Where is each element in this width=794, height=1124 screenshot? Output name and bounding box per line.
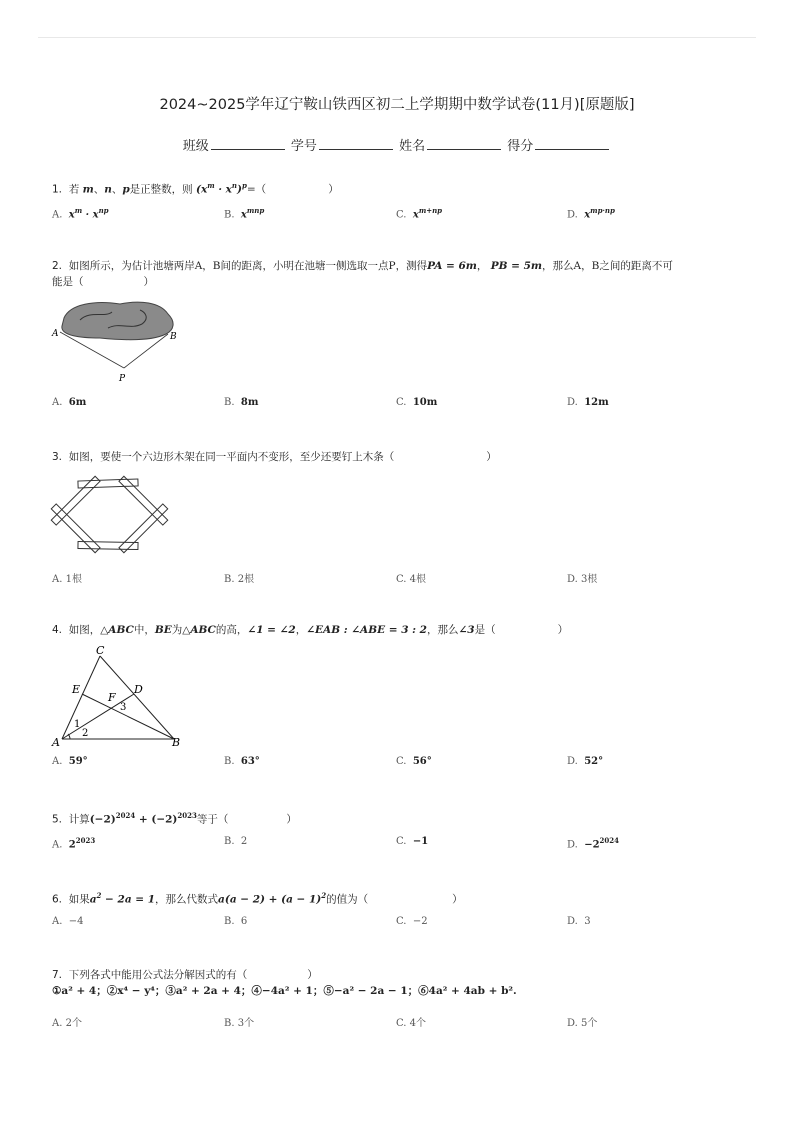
question-4: 4. 如图，△ABC中，BE为△ABC的高，∠1 = ∠2，∠EAB : ∠ABE = 3 : 2，那么∠3是（ ）	[52, 624, 569, 636]
wood-strip-upper-left	[51, 476, 100, 525]
q2-option-d[interactable]: D. 12m	[567, 397, 609, 408]
angle-2-label: 2	[82, 728, 89, 739]
angle-3-label: 3	[120, 702, 127, 713]
triangle-abc-figure	[50, 642, 185, 748]
question-6: 6. 如果$a^2 - 2a = 1$，那么代数式$a(a - 2) + (a - 1)^2$的值为（ ）	[52, 891, 463, 906]
q7-option-b[interactable]: B. 3个	[224, 1018, 255, 1029]
q5-option-c[interactable]: C. −1	[396, 836, 429, 847]
point-e-label: E	[72, 683, 81, 696]
name-label: 姓名	[399, 139, 426, 154]
q1-option-a[interactable]: A. $x^m \cdot x^{np}$	[52, 206, 109, 221]
q6-option-a[interactable]: A. −4	[52, 916, 84, 927]
q1-option-c[interactable]: C. $x^{m+np}$	[396, 206, 443, 221]
class-blank[interactable]	[211, 137, 285, 150]
q2-option-b[interactable]: B. 8m	[224, 397, 259, 408]
q7-option-a[interactable]: A. 2个	[52, 1018, 82, 1029]
q1-option-b[interactable]: B. $x^{mnp}$	[224, 206, 265, 221]
pond-shape	[62, 302, 173, 340]
point-c-label: C	[96, 644, 105, 657]
question-5: 5. 计算$(-2)^{2024} + (-2)^{2023}$等于（ ）	[52, 811, 297, 826]
point-b-label: B	[170, 332, 177, 342]
score-blank[interactable]	[535, 137, 609, 150]
student-info-fields	[0, 135, 794, 154]
q4-option-b[interactable]: B. 63°	[224, 756, 260, 767]
hexagon-frame-figure	[50, 470, 170, 560]
question-1: 1. 若 m、n、p是正整数，则 $(x^m \cdot x^n)^p=$（ ）	[52, 181, 339, 196]
page-title: 2024~2025学年辽宁鞍山铁西区初二上学期期中数学试卷(11月)[原题版]	[159, 97, 635, 113]
wood-strip-upper-right	[119, 476, 168, 525]
question-2: 2. 如图所示，为估计池塘两岸A，B间的距离，小明在池塘一侧选取一点P，测得PA = 6m， PB = 5m，那么A，B之间的距离不可 能是（ ）	[52, 260, 673, 288]
q5-option-a[interactable]: A. $2^{2023}$	[52, 836, 96, 851]
q3-option-a[interactable]: A. 1根	[52, 574, 82, 585]
q7-option-d[interactable]: D. 5个	[567, 1018, 598, 1029]
point-a-label: A	[52, 329, 59, 339]
q1-option-d[interactable]: D. $x^{mp\cdot np}$	[567, 206, 615, 221]
point-f-label: F	[108, 691, 116, 704]
q3-option-c[interactable]: C. 4根	[396, 574, 427, 585]
q4-option-d[interactable]: D. 52°	[567, 756, 604, 767]
name-blank[interactable]	[427, 137, 501, 150]
student-id-label: 学号	[290, 139, 317, 154]
q4-option-c[interactable]: C. 56°	[396, 756, 432, 767]
q2-option-c[interactable]: C. 10m	[396, 397, 438, 408]
wood-strip-lower-left	[51, 504, 100, 553]
q5-option-d[interactable]: D. $-2^{2024}$	[567, 836, 620, 851]
score-label: 得分	[507, 139, 534, 154]
q7-expression-list: ①a² + 4；②x⁴ − y⁴；③a² + 2a + 4；④−4a² + 1；⑤−a² − 2a − 1；⑥4a² + 4ab + b².	[52, 985, 517, 997]
q6-option-c[interactable]: C. −2	[396, 916, 428, 927]
q3-option-d[interactable]: D. 3根	[567, 574, 598, 585]
point-d-label: D	[134, 683, 143, 696]
q7-option-c[interactable]: C. 4个	[396, 1018, 427, 1029]
q5-option-b[interactable]: B. 2	[224, 836, 248, 847]
pond-figure	[50, 296, 185, 386]
top-divider	[38, 37, 756, 38]
q2-option-a[interactable]: A. 6m	[52, 397, 87, 408]
point-p-label: P	[119, 374, 126, 384]
q3-option-b[interactable]: B. 2根	[224, 574, 255, 585]
q6-option-b[interactable]: B. 6	[224, 916, 248, 927]
question-7: 7. 下列各式中能用公式法分解因式的有（ ） ①a² + 4；②x⁴ − y⁴；③a² + 2a + 4；④−4a² + 1；⑤−a² − 2a − 1；⑥4a² + 4ab + b².	[52, 969, 517, 997]
question-3: 3. 如图，要使一个六边形木架在同一平面内不变形，至少还要钉上木条（ ）	[52, 451, 497, 463]
q6-option-d[interactable]: D. 3	[567, 916, 591, 927]
point-b-label: B	[172, 736, 181, 748]
q4-option-a[interactable]: A. 59°	[52, 756, 88, 767]
altitude-be	[82, 694, 174, 739]
student-id-blank[interactable]	[319, 137, 393, 150]
point-a-label: A	[52, 736, 60, 748]
class-label: 班级	[182, 139, 209, 154]
wood-strip-top	[78, 479, 138, 488]
angle-1-label: 1	[74, 719, 81, 730]
wood-strip-lower-right	[119, 504, 168, 553]
